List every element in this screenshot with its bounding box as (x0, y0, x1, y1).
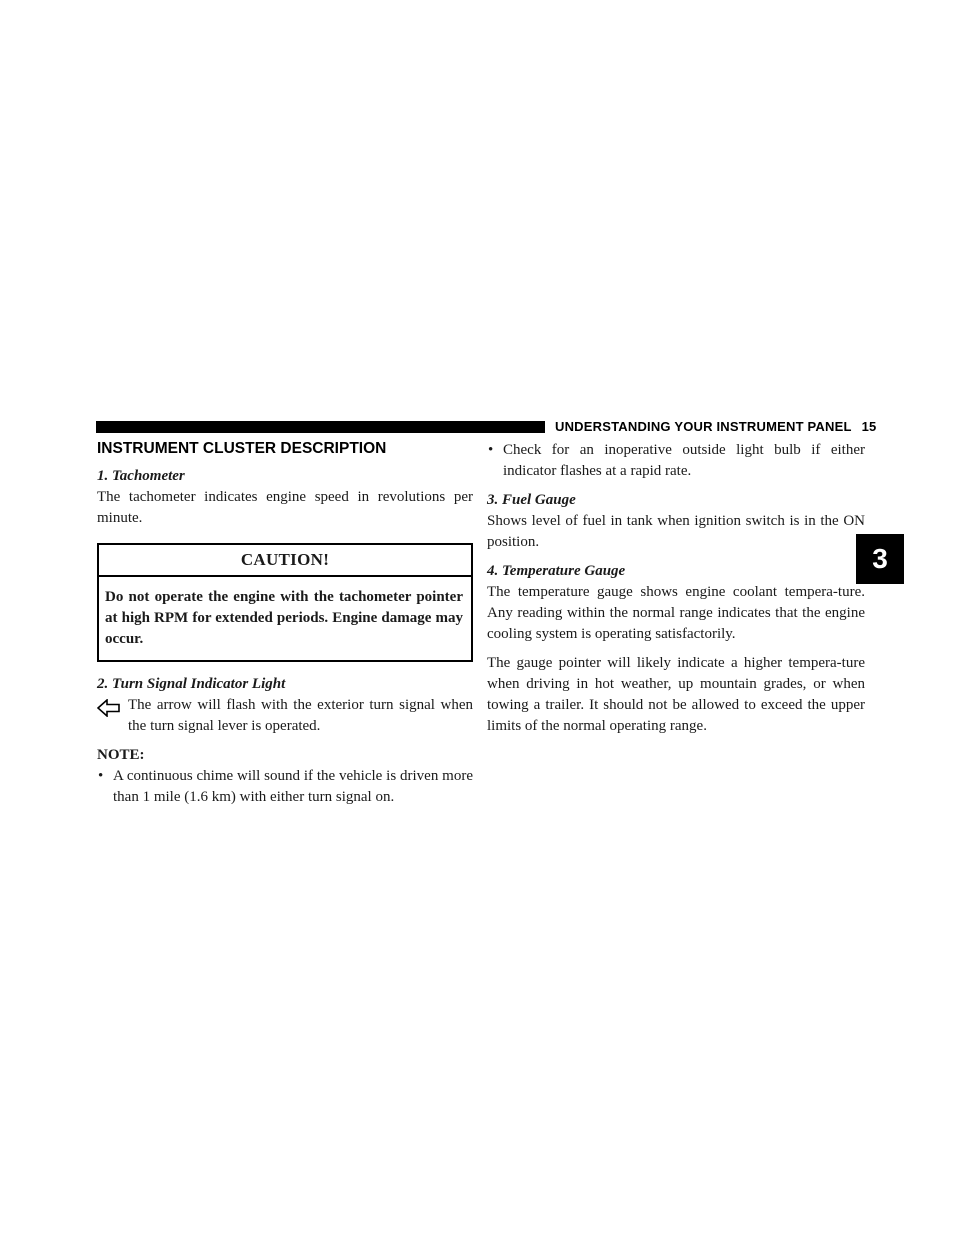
temperature-gauge-text-2: The gauge pointer will likely indicate a higher tempera-ture when driving in hot weather, up mountain grades, or when towing a trailer. It should not be allowed to exceed the upper limits of the normal operating range. (487, 655, 865, 734)
fuel-gauge-heading: 3. Fuel Gauge (487, 492, 576, 508)
note-bullet-text: A continuous chime will sound if the vehicle is driven more than 1 mile (1.6 km) with either turn signal on. (113, 768, 473, 805)
temperature-gauge-text-1: The temperature gauge shows engine coolant tempera-ture. Any reading within the normal range indicates that the engine cooling system is operating satisfactorily. (487, 584, 865, 642)
tachometer-heading: 1. Tachometer (97, 468, 185, 484)
caution-box (97, 543, 473, 662)
turn-signal-heading: 2. Turn Signal Indicator Light (97, 676, 286, 692)
header-title: UNDERSTANDING YOUR INSTRUMENT PANEL (555, 419, 852, 434)
page-number: 15 (861, 419, 877, 434)
indicator-bullet-text: Check for an inoperative outside light bulb if either indicator flashes at a rapid rate. (503, 442, 865, 479)
caution-text: Do not operate the engine with the tachometer pointer at high RPM for extended periods. Engine damage may occur. (105, 589, 463, 647)
chapter-tab: 3 (856, 534, 904, 584)
running-header (555, 419, 877, 434)
turn-signal-arrow-icon (97, 699, 121, 717)
turn-signal-text: The arrow will flash with the exterior turn signal when the turn signal lever is operated. (128, 697, 473, 734)
right-column (487, 440, 865, 737)
turn-signal-row (97, 695, 473, 737)
note-label: NOTE: (97, 747, 145, 763)
temperature-gauge-heading: 4. Temperature Gauge (487, 563, 626, 579)
bullet-dot: • (488, 442, 494, 458)
note-bullet (97, 766, 473, 808)
left-column (97, 440, 473, 808)
section-heading: INSTRUMENT CLUSTER DESCRIPTION (97, 440, 387, 457)
indicator-bullet (487, 440, 865, 482)
fuel-gauge-text: Shows level of fuel in tank when ignition switch is in the ON position. (487, 513, 865, 550)
header-rule (96, 421, 545, 433)
tachometer-text: The tachometer indicates engine speed in revolutions per minute. (97, 489, 473, 526)
bullet-dot: • (98, 768, 104, 784)
caution-title: CAUTION! (99, 545, 471, 577)
